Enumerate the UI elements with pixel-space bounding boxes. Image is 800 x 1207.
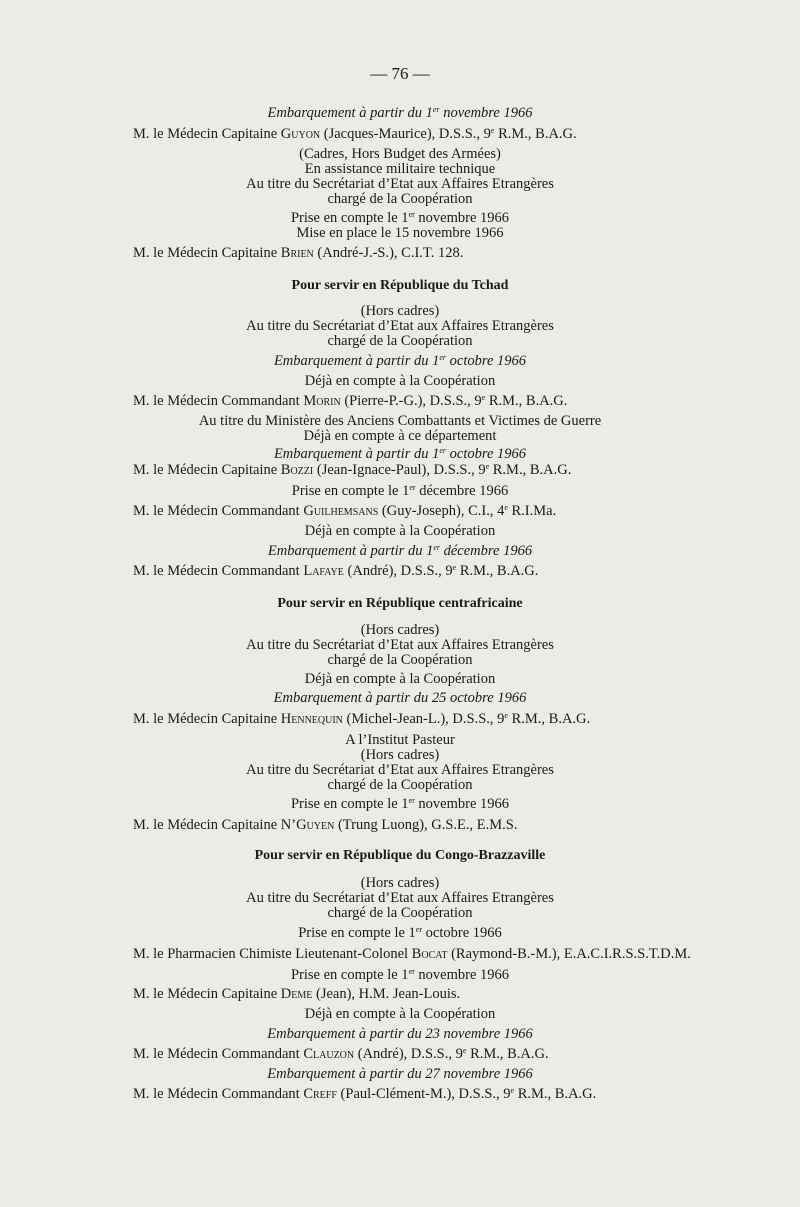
entry-prefix: M. le Médecin Commandant [133, 393, 300, 409]
deja-en-compte-line: Déjà en compte à la Coopération [304, 373, 496, 389]
entry-prefix: M. le Médecin Capitaine [133, 462, 278, 478]
page-number: — 76 — [370, 64, 430, 83]
entry-details: (Trung Luong), G.S.E., E.M.S. [337, 817, 518, 833]
entry-surname: Bocat [411, 946, 448, 962]
embarquement-line: Embarquement à partir du 1er octobre 1966 [273, 353, 527, 369]
entry-surname: Hennequin [280, 711, 343, 727]
entry-details: (Jacques-Maurice), D.S.S., 9e R.M., B.A.G. [323, 126, 577, 142]
entry-prefix: M. le Médecin Commandant [133, 1046, 300, 1062]
section-heading-tchad: Pour servir en République du Tchad [291, 278, 509, 293]
deja-en-compte-line: Déjà en compte à la Coopération [304, 671, 496, 687]
entry-prefix: M. le Médecin Capitaine [133, 245, 278, 261]
secretariat-line: Au titre du Secrétariat d’Etat aux Affaires Etrangères [246, 762, 554, 778]
entry-prefix: M. le Médecin Commandant [133, 1086, 300, 1102]
prise-en-compte-line: Prise en compte le 1er novembre 1966 [290, 967, 510, 983]
entry-prefix: M. le Médecin Commandant [133, 503, 300, 519]
prise-en-compte-line: Prise en compte le 1er octobre 1966 [298, 925, 502, 941]
cooperation-line: chargé de la Coopération [327, 652, 473, 668]
embarquement-line: Embarquement à partir du 23 novembre 1966 [267, 1026, 533, 1042]
deja-departement-line: Déjà en compte à ce département [303, 428, 497, 444]
assistance-line: En assistance militaire technique [304, 161, 496, 177]
entry-hennequin [133, 711, 590, 727]
cooperation-line: chargé de la Coopération [327, 191, 473, 207]
entry-details: (Raymond-B.-M.), E.A.C.I.R.S.S.T.D.M. [451, 946, 691, 962]
entry-prefix: M. le Pharmacien Chimiste Lieutenant-Colonel [133, 946, 409, 962]
mise-en-place-line: Mise en place le 15 novembre 1966 [296, 225, 504, 241]
entry-details: (André-J.-S.), C.I.T. 128. [317, 245, 464, 261]
embarquement-line: Embarquement à partir du 1er décembre 1966 [267, 543, 533, 559]
institut-pasteur-line: A l’Institut Pasteur [345, 732, 455, 748]
entry-details: (André), D.S.S., 9e R.M., B.A.G. [347, 563, 539, 579]
entry-clauzon [133, 1046, 549, 1062]
embarquement-line: Embarquement à partir du 27 novembre 1966 [267, 1066, 533, 1082]
entry-surname: N’Guyen [280, 817, 335, 833]
entry-surname: Guilhemsans [303, 503, 379, 519]
prise-en-compte-line: Prise en compte le 1er novembre 1966 [290, 210, 510, 226]
entry-surname: Morin [303, 393, 341, 409]
cooperation-line: chargé de la Coopération [327, 905, 473, 921]
entry-brien [133, 245, 463, 261]
entry-surname: Clauzon [303, 1046, 355, 1062]
section-heading-congo: Pour servir en République du Congo-Brazzaville [254, 848, 546, 863]
entry-prefix: M. le Médecin Capitaine [133, 711, 278, 727]
entry-guyon [133, 126, 577, 142]
deja-en-compte-line: Déjà en compte à la Coopération [304, 523, 496, 539]
secretariat-line: Au titre du Secrétariat d’Etat aux Affaires Etrangères [246, 318, 554, 334]
ministere-line: Au titre du Ministère des Anciens Combattants et Victimes de Guerre [198, 413, 602, 429]
cooperation-line: chargé de la Coopération [327, 777, 473, 793]
prise-en-compte-line: Prise en compte le 1er décembre 1966 [291, 483, 509, 499]
entry-details: (André), D.S.S., 9e R.M., B.A.G. [357, 1046, 549, 1062]
secretariat-line: Au titre du Secrétariat d’Etat aux Affaires Etrangères [246, 176, 554, 192]
entry-details: (Jean), H.M. Jean-Louis. [316, 986, 461, 1002]
hors-cadres-line: (Hors cadres) [360, 303, 440, 319]
cooperation-line: chargé de la Coopération [327, 333, 473, 349]
secretariat-line: Au titre du Secrétariat d’Etat aux Affaires Etrangères [246, 890, 554, 906]
entry-prefix: M. le Médecin Capitaine [133, 986, 278, 1002]
entry-surname: Lafaye [303, 563, 344, 579]
deja-en-compte-line: Déjà en compte à la Coopération [304, 1006, 496, 1022]
entry-surname: Creff [303, 1086, 337, 1102]
embarquement-line: Embarquement à partir du 1er octobre 1966 [273, 446, 527, 462]
entry-surname: Brien [280, 245, 314, 261]
entry-bozzi [133, 462, 571, 478]
entry-morin [133, 393, 567, 409]
entry-bocat [133, 946, 691, 962]
entry-surname: Bozzi [280, 462, 314, 478]
entry-nguyen [133, 817, 517, 833]
entry-surname: Guyon [280, 126, 321, 142]
section-heading-centrafrique: Pour servir en République centrafricaine [277, 596, 523, 611]
entry-details: (Michel-Jean-L.), D.S.S., 9e R.M., B.A.G. [346, 711, 591, 727]
entry-details: (Jean-Ignace-Paul), D.S.S., 9e R.M., B.A.G. [316, 462, 572, 478]
entry-details: (Paul-Clément-M.), D.S.S., 9e R.M., B.A.G. [340, 1086, 597, 1102]
hors-cadres-line: (Hors cadres) [360, 747, 440, 763]
entry-guilhemsans [133, 503, 556, 519]
entry-lafaye [133, 563, 538, 579]
entry-prefix: M. le Médecin Commandant [133, 563, 300, 579]
entry-deme [133, 986, 460, 1002]
cadres-line: (Cadres, Hors Budget des Armées) [299, 146, 501, 162]
prise-en-compte-line: Prise en compte le 1er novembre 1966 [290, 796, 510, 812]
secretariat-line: Au titre du Secrétariat d’Etat aux Affaires Etrangères [246, 637, 554, 653]
hors-cadres-line: (Hors cadres) [360, 875, 440, 891]
embarquement-line: Embarquement à partir du 25 octobre 1966 [273, 690, 527, 706]
entry-surname: Deme [280, 986, 313, 1002]
entry-prefix: M. le Médecin Capitaine [133, 126, 278, 142]
hors-cadres-line: (Hors cadres) [360, 622, 440, 638]
entry-details: (Pierre-P.-G.), D.S.S., 9e R.M., B.A.G. [344, 393, 568, 409]
entry-creff [133, 1086, 596, 1102]
embarquement-line: Embarquement à partir du 1er novembre 1966 [267, 105, 533, 121]
entry-details: (Guy-Joseph), C.I., 4e R.I.Ma. [381, 503, 557, 519]
entry-prefix: M. le Médecin Capitaine [133, 817, 278, 833]
